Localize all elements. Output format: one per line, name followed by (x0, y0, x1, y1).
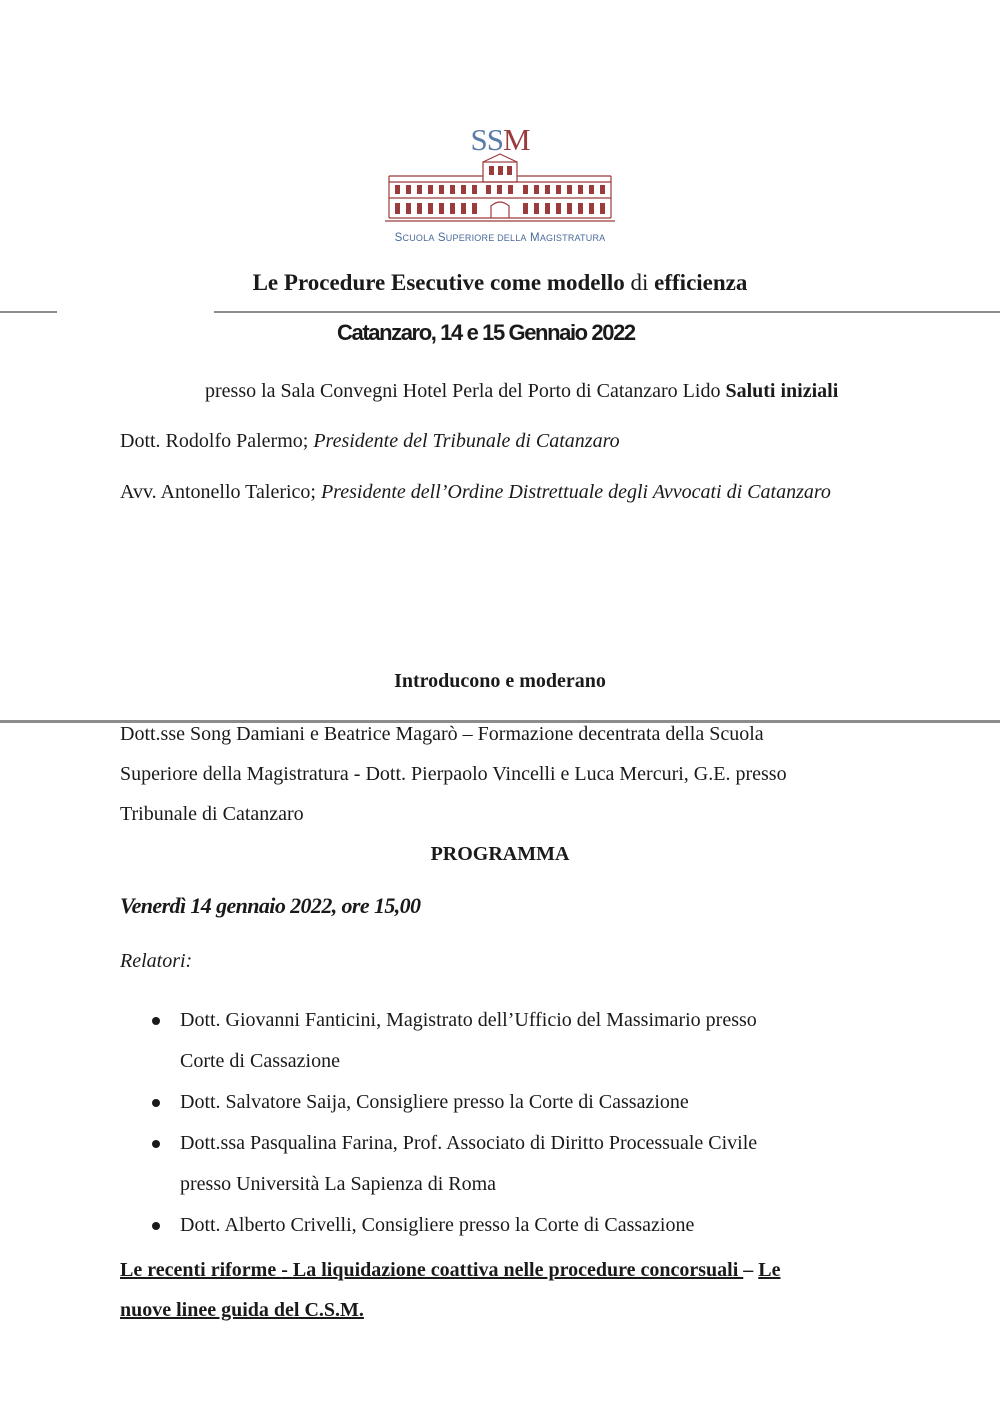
svg-text:SCUOLA SUPERIORE DELLA MAGISTR: SCUOLA SUPERIORE DELLA MAGISTRATURA (394, 232, 606, 244)
speaker-line: presso Università La Sapienza di Roma (180, 1173, 497, 1195)
session-topic: nuove linee guida del C.S.M. (120, 1299, 364, 1321)
greetings-heading: Saluti iniziali (725, 380, 839, 402)
event-date-location: Catanzaro, 14 e 15 Gennaio 2022 (337, 320, 635, 345)
list-item (150, 1082, 870, 1123)
session-separator: – (743, 1259, 759, 1281)
greeting-name: Avv. Antonello Talerico; (120, 481, 316, 503)
moderators-line: Tribunale di Catanzaro (120, 803, 304, 825)
list-item (150, 1000, 870, 1082)
ssm-logo (383, 120, 617, 248)
speakers-label (120, 950, 192, 973)
title-normal-part: di (630, 270, 649, 295)
speaker-line: Dott. Salvatore Saija, Consigliere presso la Corte di Cassazione (180, 1091, 689, 1113)
speaker-line: Dott. Giovanni Fanticini, Magistrato dell’Ufficio del Massimario presso (180, 1009, 757, 1031)
session-topic: La liquidazione coattiva nelle procedure concorsuali (292, 1259, 744, 1281)
list-item (150, 1123, 870, 1205)
document-title (0, 270, 1000, 296)
title-end-part: efficienza (654, 270, 748, 295)
divider-left (0, 311, 57, 313)
greeting-item (120, 430, 620, 453)
list-item (150, 1205, 870, 1246)
session-topic: Le recenti riforme (120, 1259, 282, 1281)
speakers-label-text: Relatori: (120, 950, 193, 972)
speaker-line: Dott.ssa Pasqualina Farina, Prof. Associato di Diritto Processuale Civile (180, 1132, 758, 1154)
svg-text:SSM: SSM (470, 122, 530, 157)
ssm-building-emblem (383, 120, 617, 248)
session-separator: - (281, 1259, 293, 1281)
speakers-list (150, 1000, 870, 1246)
session-date: Venerdì 14 gennaio 2022, ore 15,00 (120, 893, 421, 918)
session-topic: Le (758, 1259, 781, 1281)
greeting-name: Dott. Rodolfo Palermo; (120, 430, 309, 452)
greeting-role: Presidente del Tribunale di Catanzaro (313, 430, 620, 452)
moderators-line: Dott.sse Song Damiani e Beatrice Magarò – Formazione decentrata della Scuola (120, 723, 764, 745)
title-bold-part: Le Procedure Esecutive come modello (252, 270, 625, 295)
programme-heading: PROGRAMMA (430, 843, 570, 865)
greeting-item (120, 481, 831, 504)
divider-right (214, 311, 1000, 313)
speaker-line: Dott. Alberto Crivelli, Consigliere presso la Corte di Cassazione (180, 1214, 695, 1236)
venue-text: presso la Sala Convegni Hotel Perla del Porto di Catanzaro Lido (205, 380, 721, 402)
moderators-line: Superiore della Magistratura - Dott. Pierpaolo Vincelli e Luca Mercuri, G.E. presso (120, 763, 787, 785)
venue-line (205, 380, 838, 403)
greeting-role: Presidente dell’Ordine Distrettuale degli Avvocati di Catanzaro (320, 481, 831, 503)
session-title (120, 1250, 920, 1330)
moderators-heading: Introducono e moderano (394, 670, 606, 692)
speaker-line: Corte di Cassazione (180, 1050, 340, 1072)
